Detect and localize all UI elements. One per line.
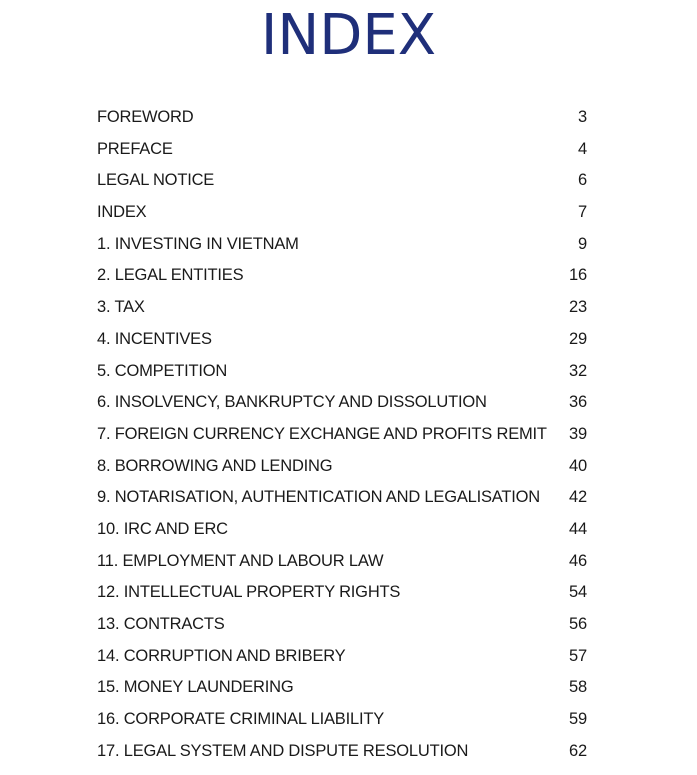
toc-entry[interactable] — [97, 165, 587, 197]
toc-entry-title: PREFACE — [97, 139, 173, 158]
toc-entry[interactable] — [97, 672, 587, 704]
toc-entry-title: 1. INVESTING IN VIETNAM — [97, 234, 299, 253]
toc-entry-title: INDEX — [97, 203, 147, 222]
toc-entry[interactable] — [97, 482, 587, 514]
toc-entry[interactable] — [97, 419, 587, 451]
toc-entry-page: 3 — [578, 108, 587, 126]
toc-entry-title: 11. EMPLOYMENT AND LABOUR LAW — [97, 551, 384, 570]
toc-entry-page: 62 — [569, 741, 587, 760]
toc-entry-title: 13. CONTRACTS — [97, 615, 225, 633]
toc-entry-title: 5. COMPETITION — [97, 361, 228, 380]
toc-entry-title: 2. LEGAL ENTITIES — [97, 266, 244, 285]
toc-entry[interactable] — [97, 292, 587, 324]
toc-entry-title: 8. BORROWING AND LENDING — [97, 456, 333, 475]
toc-entry[interactable] — [97, 609, 587, 641]
toc-entry-page: 23 — [569, 298, 587, 317]
toc-entry-title: 17. LEGAL SYSTEM AND DISPUTE RESOLUTION — [97, 741, 469, 760]
toc-entry-title: 6. INSOLVENCY, BANKRUPTCY AND DISSOLUTION — [97, 393, 487, 412]
toc-entry-page: 6 — [578, 171, 587, 190]
toc-entry[interactable] — [97, 134, 587, 166]
toc-entry-page: 57 — [569, 646, 587, 665]
toc-entry[interactable] — [97, 324, 587, 356]
toc-entry-title: 10. IRC AND ERC — [97, 519, 228, 538]
toc-entry-title: 4. INCENTIVES — [97, 329, 212, 348]
toc-entry[interactable] — [97, 577, 587, 609]
toc-entry-page: 58 — [569, 678, 587, 697]
toc-entry[interactable] — [97, 229, 587, 261]
toc-entry[interactable] — [97, 736, 587, 768]
toc-entry-title: 3. TAX — [97, 298, 145, 317]
toc-entry[interactable] — [97, 704, 587, 736]
toc-entry-page: 29 — [569, 329, 587, 348]
toc-entry-page: 36 — [569, 393, 587, 412]
toc-entry[interactable] — [97, 451, 587, 483]
toc-entry[interactable] — [97, 260, 587, 292]
toc-entry[interactable] — [97, 197, 587, 229]
toc-entry[interactable] — [97, 514, 587, 546]
toc-entry-title: LEGAL NOTICE — [97, 171, 215, 190]
toc-entry-page: 54 — [569, 583, 587, 602]
toc-entry-title: 12. INTELLECTUAL PROPERTY RIGHTS — [97, 583, 401, 602]
toc-entry-title: FOREWORD — [97, 108, 194, 126]
toc-entry-page: 40 — [569, 456, 587, 475]
toc-entry-page: 56 — [569, 615, 587, 633]
toc-entry-page: 9 — [578, 234, 587, 253]
toc-entry-title: 7. FOREIGN CURRENCY EXCHANGE AND PROFITS REMIT — [97, 424, 547, 443]
toc-entry-page: 16 — [569, 266, 587, 285]
toc-entry-title: 9. NOTARISATION, AUTHENTICATION AND LEGALISATION — [97, 488, 540, 507]
toc-entry[interactable] — [97, 641, 587, 673]
toc-entry[interactable] — [97, 387, 587, 419]
toc-entry-page: 4 — [578, 139, 587, 158]
toc-entry-page: 44 — [569, 519, 587, 538]
toc-entry[interactable] — [97, 546, 587, 578]
toc-entry[interactable] — [97, 102, 587, 134]
toc-entry-page: 46 — [569, 551, 587, 570]
page-title: INDEX — [260, 3, 437, 68]
toc-entry-title: 16. CORPORATE CRIMINAL LIABILITY — [97, 710, 385, 729]
toc-entry-page: 42 — [569, 488, 587, 507]
toc-entry-page: 32 — [569, 361, 587, 380]
table-of-contents — [97, 102, 587, 767]
toc-entry-title: 15. MONEY LAUNDERING — [97, 678, 294, 697]
toc-entry-page: 39 — [569, 424, 587, 443]
toc-entry[interactable] — [97, 356, 587, 388]
toc-entry-page: 7 — [578, 203, 587, 222]
toc-entry-page: 59 — [569, 710, 587, 729]
toc-entry-title: 14. CORRUPTION AND BRIBERY — [97, 646, 346, 665]
